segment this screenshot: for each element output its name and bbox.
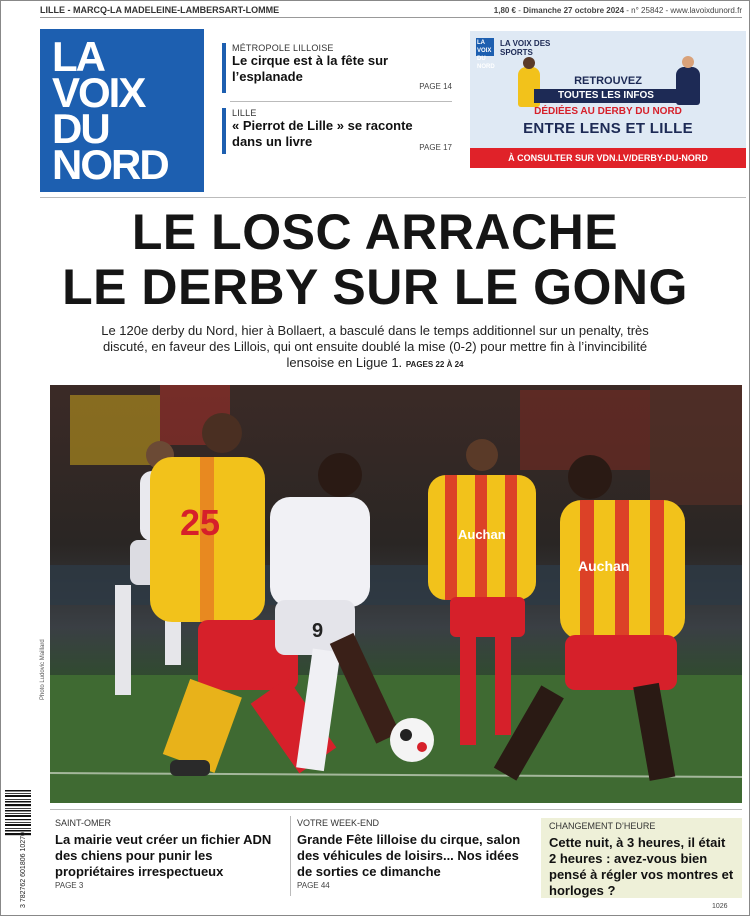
website-link[interactable]: www.lavoixdunord.fr (670, 5, 742, 15)
page-number: 1026 (712, 903, 728, 910)
masthead-divider (40, 197, 746, 198)
jersey-number-9: 9 (312, 620, 324, 642)
teaser-title: Le cirque est à la fête sur l’esplanade (232, 53, 389, 84)
teaser-kicker: MÉTROPOLE LILLOISE (232, 43, 334, 53)
time-change-box[interactable] (541, 818, 742, 898)
story-page: PAGE 44 (297, 881, 330, 890)
sponsor-logo-middle: Auchan (458, 527, 506, 542)
teaser-cirque[interactable] (222, 43, 452, 93)
voix-des-sports-logo: LA VOIX DES SPORTS (500, 39, 551, 57)
price: 1,80 € (493, 5, 517, 15)
vdn-badge: LA VOIX DU NORD (477, 40, 495, 70)
story-saint-omer[interactable] (55, 818, 285, 890)
main-headline[interactable] (0, 205, 750, 315)
bottom-divider (50, 809, 742, 810)
derby-photo[interactable] (50, 385, 742, 803)
issue-number: n° 25842 (631, 5, 664, 15)
ad-line-2: TOUTES LES INFOS (534, 89, 678, 103)
teaser-page: PAGE 14 (419, 82, 452, 91)
price-date-info: 1,80 € - Dimanche 27 octobre 2024 - n° 25842 - www.lavoixdunord.fr (493, 5, 742, 15)
teaser-divider (230, 101, 452, 102)
derby-ad-banner[interactable] (470, 31, 746, 168)
story-kicker: VOTRE WEEK-END (297, 818, 380, 828)
barcode (3, 788, 33, 908)
football-scene (50, 385, 742, 803)
headline-line-2: LE DERBY SUR LE GONG (62, 259, 688, 315)
sponsor-logo-right: Auchan (578, 558, 630, 574)
date: Dimanche 27 octobre 2024 (523, 5, 625, 15)
lead-text: Le 120e derby du Nord, hier à Bollaert, a basculé dans le temps additionnel sur un penalty, très discuté, en faveur des Lillois, qui ont ensuite doublé la mise (0-2) pour mettre fin à l’invincibilité lensoise en Ligue 1. (101, 323, 649, 370)
teaser-page: PAGE 17 (419, 143, 452, 152)
story-title: Grande Fête lilloise du cirque, salon des véhicules de loisirs... Nos idées de sorties ce dimanche (297, 832, 521, 879)
box-title: Cette nuit, à 3 heures, il était 2 heures : avez-vous bien pensé à régler vos montres et horloges ? (549, 835, 734, 898)
barcode-number: 3 782762 601806 10270 (20, 832, 27, 908)
teaser-title: « Pierrot de Lille » se raconte dans un livre (232, 118, 413, 149)
top-bar (40, 3, 742, 17)
photo-credit: Photo Ludovic Maillard (40, 639, 46, 700)
football (390, 718, 434, 762)
ad-line-3: DÉDIÉES AU DERBY DU NORD (534, 106, 682, 117)
top-divider (40, 17, 742, 18)
ad-cta-link[interactable]: À CONSULTER SUR VDN.LV/DERBY-DU-NORD (470, 148, 746, 168)
column-divider (290, 816, 291, 896)
edition-label: LILLE - MARCQ-LA MADELEINE-LAMBERSART-LOMME (40, 5, 280, 15)
box-kicker: CHANGEMENT D’HEURE (549, 821, 656, 831)
logo-line: LA (52, 33, 104, 80)
masthead-logo[interactable] (40, 29, 204, 192)
story-week-end[interactable] (297, 818, 527, 890)
teaser-pierrot[interactable] (222, 108, 452, 154)
ad-line-4: ENTRE LENS ET LILLE (523, 120, 693, 137)
logo-line: VOIX (52, 69, 145, 116)
teaser-kicker: LILLE (232, 108, 257, 118)
logo-line: NORD (52, 141, 168, 188)
lead-pages: PAGES 22 À 24 (405, 360, 464, 369)
jersey-number-25: 25 (180, 502, 221, 543)
logo-line: DU (52, 105, 109, 152)
headline-line-1: LE LOSC ARRACHE (131, 204, 619, 260)
story-title: La mairie veut créer un fichier ADN des chiens pour punir les propriétaires irrespectueux (55, 832, 272, 879)
story-kicker: SAINT-OMER (55, 818, 112, 828)
lead-paragraph (90, 323, 660, 373)
story-page: PAGE 3 (55, 881, 84, 890)
ad-line-1: RETROUVEZ (574, 75, 642, 87)
